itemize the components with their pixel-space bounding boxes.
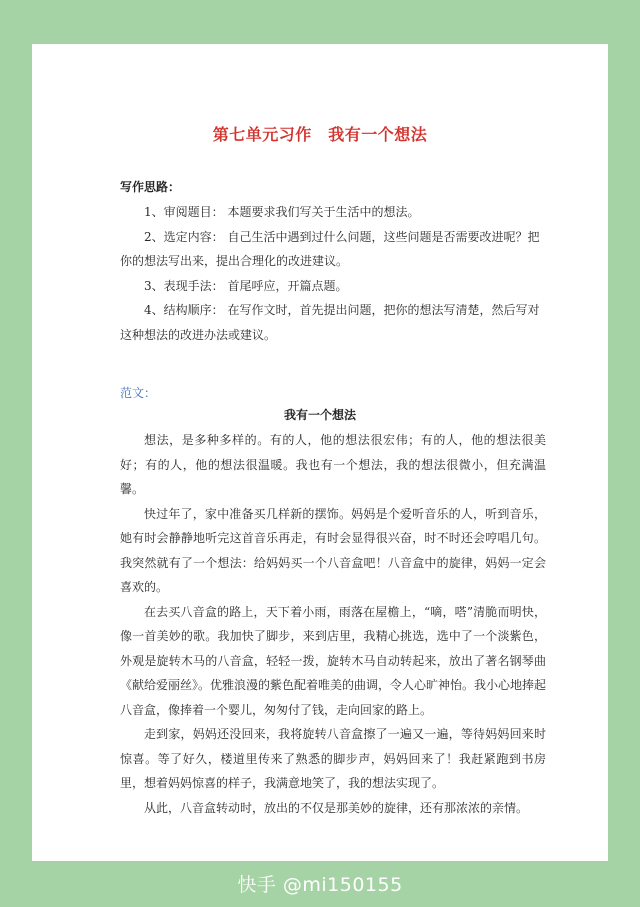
sample-essay-body (120, 428, 546, 820)
sample-essay-label: 范文： (120, 386, 157, 400)
writing-idea-item (120, 274, 546, 299)
writing-ideas-heading: 写作思路： (120, 180, 181, 194)
writing-idea-label: 3、表现手法： (144, 278, 224, 293)
writing-idea-item (120, 225, 546, 274)
writing-idea-label: 2、选定内容： (144, 229, 224, 244)
writing-ideas-list (120, 200, 546, 347)
writing-idea-text: 本题要求我们写关于生活中的想法。 (223, 205, 420, 219)
writing-idea-label: 4、结构顺序： (144, 303, 224, 317)
writing-idea-text: 首尾呼应，开篇点题。 (223, 278, 348, 293)
essay-paragraph: 在去买八音盒的路上，天下着小雨，雨落在屋檐上，“嘀，嗒”清脆而明快，像一首美妙的歌。我加快了脚步，来到店里，我精心挑选，选中了一个淡紫色，外观是旋转木马的八音盒，轻轻一拨，旋转木马自动转起来，放出了著名钢琴曲《献给爱丽丝》。优雅浪漫的紫色配着唯美的曲调，令人心旷神怡。我小心地捧起八音盒，像捧着一个婴儿，匆匆付了钱，走向回家的路上。 (120, 604, 547, 717)
document-page (32, 44, 608, 861)
writing-idea-text: 自己生活中遇到过什么问题，这些问题是否需要改进呢？把你的想法写出来，提出合理化的改进建议。 (120, 229, 540, 268)
writing-idea-text: 在写作文时，首先提出问题，把你的想法写清楚，然后写对这种想法的改进办法或建议。 (120, 303, 540, 342)
sample-essay-title: 我有一个想法 (283, 408, 356, 422)
writing-idea-item (120, 298, 546, 347)
writing-idea-label: 1、审阅题目： (144, 205, 224, 219)
essay-paragraph: 快过年了，家中准备买几样新的摆饰。妈妈是个爱听音乐的人，听到音乐，她有时会静静地听完这首音乐再走，有时会显得很兴奋，时不时还会哼唱几句。我突然就有了一个想法：给妈妈买一个八音盒吧！八音盒中的旋律，妈妈一定会喜欢的。 (120, 506, 546, 594)
essay-paragraph: 从此，八音盒转动时，放出的不仅是那美妙的旋律，还有那浓浓的亲情。 (144, 800, 529, 815)
essay-paragraph: 想法，是多种多样的。有的人，他的想法很宏伟；有的人，他的想法很美好；有的人，他的想法很温暖。我也有一个想法，我的想法很微小，但充满温馨。 (120, 433, 546, 496)
watermark-text: 快手 @mi150155 (237, 874, 403, 896)
essay-paragraph: 走到家，妈妈还没回来，我将旋转八音盒擦了一遍又一遍，等待妈妈回来时惊喜。等了好久，楼道里传来了熟悉的脚步声，妈妈回来了！我赶紧跑到书房里，想着妈妈惊喜的样子，我满意地笑了，我的想法实现了。 (120, 727, 546, 790)
writing-idea-item (120, 200, 546, 225)
document-title: 第七单元习作 我有一个想法 (212, 125, 428, 144)
